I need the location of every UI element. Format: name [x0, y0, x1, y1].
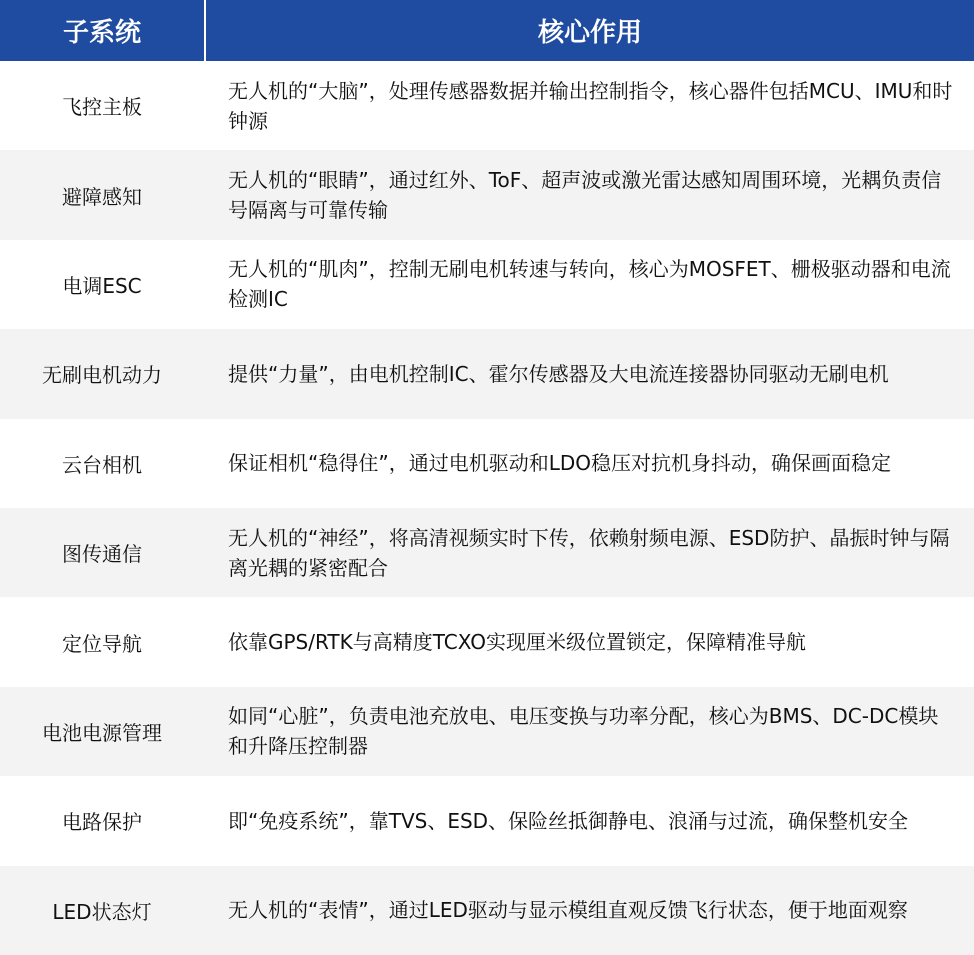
role-cell: 如同“心脏”，负责电池充放电、电压变换与功率分配，核心为BMS、DC-DC模块和升降压控制器: [228, 704, 939, 759]
table-row: [0, 329, 974, 418]
header-subsystem: 子系统: [62, 18, 141, 48]
role-cell: 无人机的“大脑”，处理传感器数据并输出控制指令，核心器件包括MCU、IMU和时钟源: [228, 78, 953, 133]
subsystem-cell: LED状态灯: [52, 899, 152, 924]
subsystem-cell: 云台相机: [62, 452, 142, 477]
role-cell: 无人机的“肌肉”，控制无刷电机转速与转向，核心为MOSFET、栅极驱动器和电流检测IC: [228, 257, 951, 312]
table-row: [0, 508, 974, 597]
subsystem-cell: 避障感知: [62, 184, 142, 209]
subsystem-cell: 飞控主板: [62, 95, 142, 120]
role-cell: 无人机的“神经”，将高清视频实时下传，依赖射频电源、ESD防护、晶振时钟与隔离光耦的紧密配合: [228, 525, 950, 580]
table-row: [0, 419, 974, 508]
table-row: [0, 597, 974, 686]
subsystem-cell: 定位导航: [62, 631, 142, 656]
table-row: [0, 150, 974, 239]
subsystem-cell: 无刷电机动力: [42, 363, 162, 388]
role-cell: 依靠GPS/RTK与高精度TCXO实现厘米级位置锁定，保障精准导航: [228, 630, 806, 655]
subsystem-cell: 电路保护: [62, 810, 142, 835]
subsystem-cell: 电池电源管理: [42, 720, 162, 745]
role-cell: 无人机的“眼睛”，通过红外、ToF、超声波或激光雷达感知周围环境，光耦负责信号隔离与可靠传输: [228, 168, 942, 223]
header-role: 核心作用: [537, 18, 642, 48]
role-cell: 保证相机“稳得住”，通过电机驱动和LDO稳压对抗机身抖动，确保画面稳定: [228, 451, 892, 476]
subsystem-cell: 图传通信: [62, 542, 142, 567]
table-row: [0, 240, 974, 329]
table-header: [0, 0, 974, 61]
table-row: [0, 687, 974, 776]
role-cell: 提供“力量”，由电机控制IC、霍尔传感器及大电流连接器协同驱动无刷电机: [228, 361, 889, 386]
subsystem-cell: 电调ESC: [62, 273, 142, 298]
table-row: [0, 61, 974, 150]
role-cell: 无人机的“表情”，通过LED驱动与显示模组直观反馈飞行状态，便于地面观察: [228, 898, 908, 923]
role-cell: 即“免疫系统”，靠TVS、ESD、保险丝抵御静电、浪涌与过流，确保整机安全: [228, 808, 909, 833]
table-row: [0, 866, 974, 955]
table-row: [0, 776, 974, 865]
